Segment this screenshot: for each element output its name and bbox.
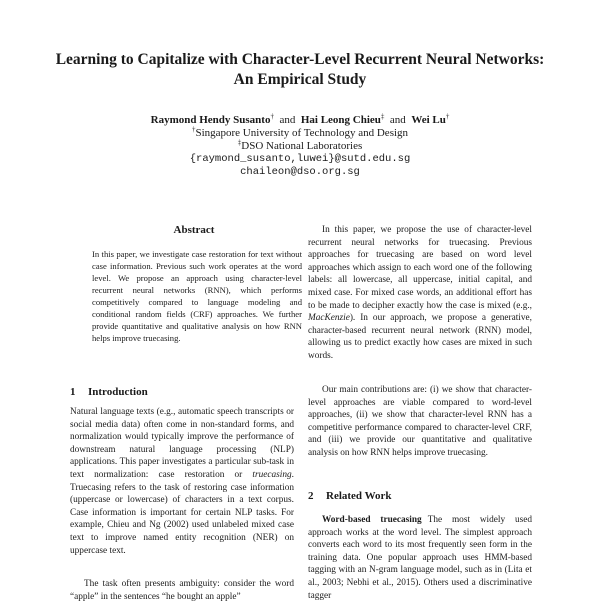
- section-number: 1: [70, 386, 76, 398]
- email-1: {raymond_susanto,luwei}@sutd.edu.sg: [189, 153, 411, 165]
- title-line-1: Learning to Capitalize with Character-Level Recurrent Neural Networks:: [55, 51, 545, 68]
- body-text: In this paper, we propose the use of character-level recurrent neural networks for truecasing. Previous approaches for truecasing are based on word level approaches which assign to each word one of the following labels: all lowercase, all uppercase, initial capital, and mixed case. For mixed case words, an additional effort has to be made to decipher exactly how the case is mixed (e.g.,: [308, 225, 532, 311]
- intro-text: . Truecasing refers to the task of restoring case information (uppercase or lowercase) of characters in a text corpus. Case information is important for certain NLP tasks. For example, Chieu and Ng (2002) used unlabeled mixed case text to improve named entity recognition (NER) on uppercase text.: [70, 469, 294, 556]
- section-heading-related-work: [308, 490, 392, 502]
- body-emphasis: MacKenzie: [308, 313, 350, 324]
- section-number: 2: [308, 490, 314, 502]
- author-list: [40, 114, 560, 127]
- author-name: Hai Leong Chieu: [300, 114, 381, 126]
- body-text: ). In our approach, we propose a generative, character-based recurrent neural network (RNN) model, allowing us to predict exactly how cases are mixed in such words.: [308, 313, 532, 361]
- affiliation-mark: ‡: [237, 138, 242, 147]
- affiliation-mark: †: [191, 125, 196, 134]
- abstract-heading: Abstract: [173, 224, 215, 236]
- affiliation-1: [40, 127, 560, 140]
- author-separator: and: [389, 114, 406, 126]
- title-line-2: An Empirical Study: [233, 71, 367, 88]
- affiliation-text: DSO National Laboratories: [241, 140, 363, 152]
- abstract-text: In this paper, we investigate case restoration for text without case information. Previous such work operates at the word level. We propose an approach using character-level recurrent neural networks (RNN), which performs competitively compared to language modeling and conditional random fields (CRF) approaches. We further provide quantitative and qualitative analysis on how RNN helps improve truecasing.: [92, 249, 302, 343]
- affiliation-mark: †: [445, 112, 450, 121]
- author-name: Raymond Hendy Susanto: [150, 114, 271, 126]
- section-heading-introduction: [70, 386, 148, 398]
- author-name: Wei Lu: [411, 114, 446, 126]
- section-title: Related Work: [326, 490, 392, 502]
- affiliation-mark: †: [270, 112, 274, 121]
- email-2: chaileon@dso.org.sg: [240, 166, 360, 178]
- intro-paragraph-1: [70, 406, 294, 557]
- affiliation-text: Singapore University of Technology and Design: [195, 127, 409, 139]
- body-text: The most widely used approach works at the word level. The simplest approach converts each word to its most frequently seen form in the training data. One popular approach uses HMM-based tagging with an N-gram language model, such as in (Lita et al., 2003; Nebhi et al., 2015). Others used a discriminative tagger: [308, 515, 532, 601]
- affiliation-2: [40, 140, 560, 153]
- intro-text: Natural language texts (e.g., automatic speech transcripts or social media data) often come in non-standard forms, and normalization would typically improve the performance of downstream natural language processing (NLP) applications. This paper investigates a particular sub-task in text normalization: case restoration or: [70, 407, 294, 480]
- affiliation-mark: ‡: [380, 112, 385, 121]
- right-paragraph-1: [308, 224, 532, 363]
- paragraph-heading: Word-based truecasing: [322, 515, 422, 525]
- related-paragraph: [308, 514, 532, 602]
- intro-paragraph-2: The task often presents ambiguity: consider the word “apple” in the sentences “he bought an apple”: [70, 579, 294, 602]
- section-title: Introduction: [88, 386, 148, 398]
- intro-emphasis: truecasing: [252, 469, 292, 480]
- right-paragraph-2: Our main contributions are: (i) we show that character-level approaches are viable compared to word-level approaches, (ii) we show that character-level RNN has a competitive performance compared to character-level CRF, and (iii) we provide our quantitative and qualitative analysis on how RNN helps improve truecasing.: [308, 385, 532, 458]
- author-separator: and: [279, 114, 296, 126]
